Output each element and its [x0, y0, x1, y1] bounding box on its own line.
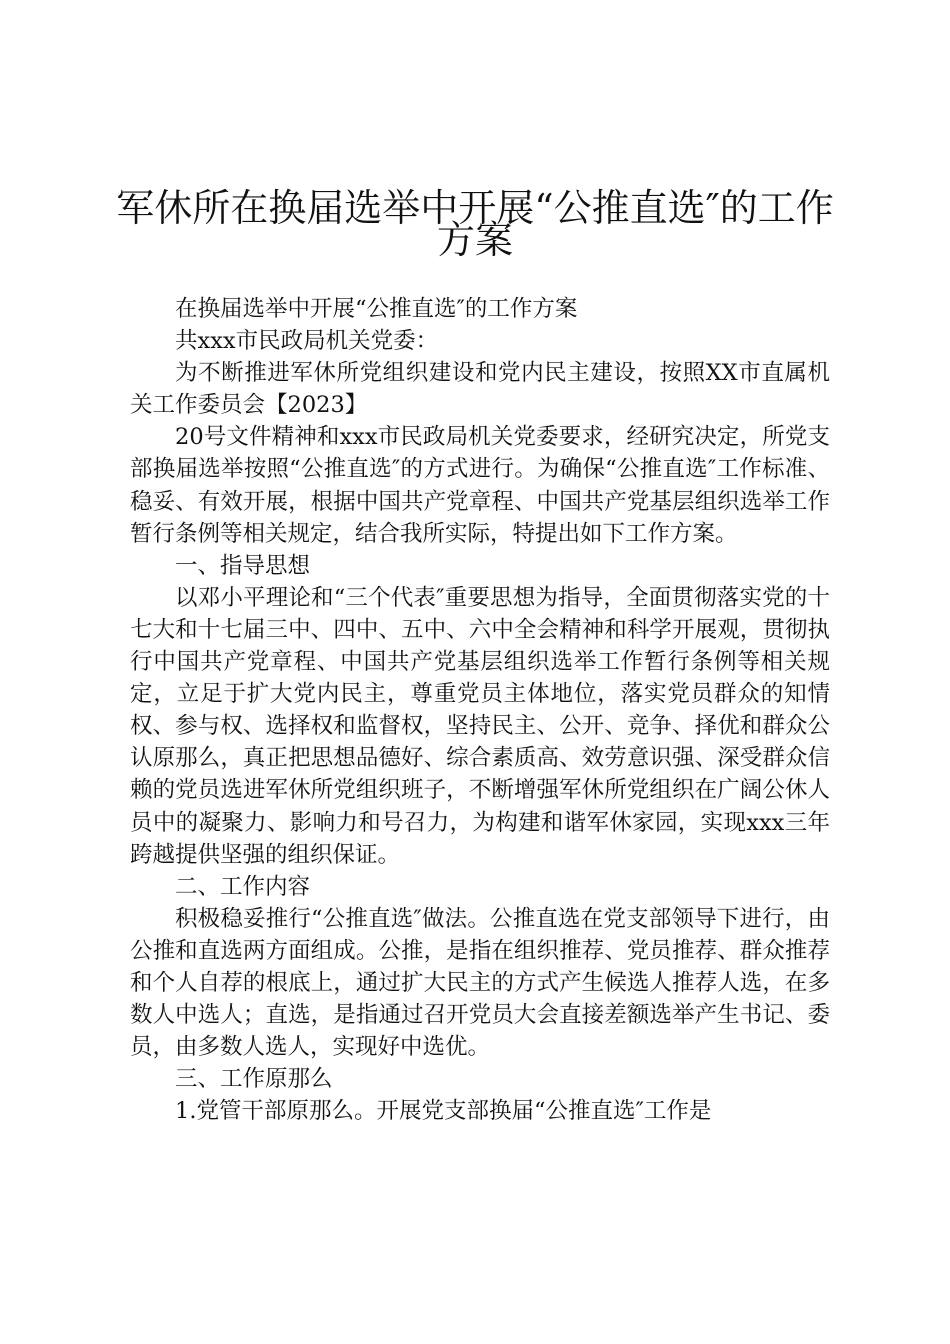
section-heading-work-content: 二、工作内容: [175, 873, 311, 900]
paragraph-addressee: 共xxx市民政局机关党委：: [175, 328, 439, 355]
document-title-line-1: 军休所在换届选举中开展“公推直选″的工作: [116, 186, 834, 230]
paragraph-work-content: 积极稳妥推行“公推直选″做法。公推直选在党支部领导下进行，由公推和直选两方面组成。公推，是指在组织推荐、党员推荐、群众推荐和个人自荐的根底上，通过扩大民主的方式产生候选人推荐人选，在多数人中选人；直选，是指通过召开党员大会直接差额选举产生书记、委员，由多数人选人，实现好中选优。: [130, 905, 830, 1061]
paragraph-intro-continued: 20号文件精神和xxx市民政局机关党委要求，经研究决定，所党支部换届选举按照“公推直选″的方式进行。为确保“公推直选″工作标准、稳妥、有效开展，根据中国共产党章程、中国共产党基层组织选举工作暂行条例等相关规定，结合我所实际，特提出如下工作方案。: [130, 424, 830, 547]
section-heading-guiding-ideology: 一、指导思想: [175, 552, 311, 579]
paragraph-subtitle: 在换届选举中开展“公推直选″的工作方案: [175, 296, 578, 322]
paragraph-guiding-ideology: 以邓小平理论和“三个代表″重要思想为指导，全面贯彻落实党的十七大和十七届三中、四中、五中、六中全会精神和科学开展观，贯彻执行中国共产党章程、中国共产党基层组织选举工作暂行条例等相关规定，立足于扩大党内民主，尊重党员主体地位，落实党员群众的知情权、参与权、选择权和监督权，坚持民主、公开、竞争、择优和群众公认原那么，真正把思想品德好、综合素质高、效劳意识强、深受群众信赖的党员选进军休所党组织班子，不断增强军休所党组织在广阔公休人员中的凝聚力、影响力和号召力，为构建和谐军休家园，实现xxx三年跨越提供坚强的组织保证。: [130, 584, 830, 868]
section-heading-work-principles: 三、工作原那么: [175, 1066, 333, 1093]
document-title-line-2: 方案: [436, 218, 513, 262]
document-body: [130, 293, 830, 1127]
paragraph-intro: 为不断推进军休所党组织建设和党内民主建设，按照XX市直属机关工作委员会【2023】: [130, 360, 830, 419]
paragraph-principle-1: 1.党管干部原那么。开展党支部换届“公推直选″工作是: [175, 1098, 712, 1125]
